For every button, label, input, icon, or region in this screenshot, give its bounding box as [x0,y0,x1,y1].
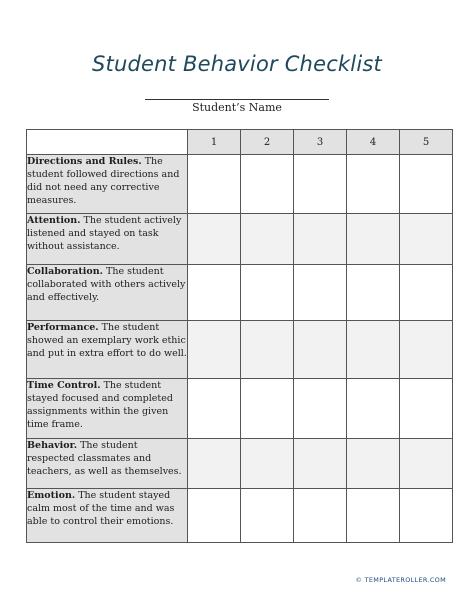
criterion-cell [27,155,188,214]
criterion-name: Emotion. [27,490,76,501]
rating-cell[interactable] [294,379,347,439]
criterion-description: The student respected classmates and teachers, as well as themselves. [27,440,182,477]
rating-cell[interactable] [241,489,294,543]
rating-cell[interactable] [241,265,294,321]
criterion-cell [27,265,188,321]
rating-cell[interactable] [294,321,347,379]
rating-cell[interactable] [241,214,294,265]
criterion-description: The student stayed calm most of the time and was able to control their emotions. [27,490,175,527]
criterion-cell [27,321,188,379]
student-name-line[interactable] [145,99,329,100]
student-name-label: Student’s Name [192,101,282,114]
column-header-2: 2 [241,130,294,155]
criterion-cell [27,379,188,439]
rating-cell[interactable] [188,214,241,265]
criterion-description: The student collaborated with others actively and effectively. [27,266,186,303]
criterion-row [27,265,453,321]
rating-cell[interactable] [400,155,453,214]
criterion-row [27,155,453,214]
rating-cell[interactable] [188,439,241,489]
criterion-description: The student stayed focused and completed assignments within the given time frame. [27,380,173,430]
criterion-row [27,439,453,489]
rating-cell[interactable] [188,489,241,543]
rating-cell[interactable] [294,439,347,489]
criterion-cell [27,489,188,543]
rating-cell[interactable] [347,155,400,214]
rating-cell[interactable] [241,155,294,214]
criterion-row [27,214,453,265]
column-header-3: 3 [294,130,347,155]
criterion-description: The student followed directions and did not need any corrective measures. [27,156,180,206]
rating-cell[interactable] [347,321,400,379]
behavior-checklist-table [26,129,453,543]
criterion-name: Time Control. [27,380,101,391]
criterion-row [27,379,453,439]
rating-cell[interactable] [241,379,294,439]
header-row [27,130,453,155]
column-header-5: 5 [400,130,453,155]
criterion-name: Attention. [27,215,81,226]
rating-cell[interactable] [347,489,400,543]
rating-cell[interactable] [347,265,400,321]
criterion-description: The student showed an exemplary work ethic and put in extra effort to do well. [27,322,187,359]
rating-cell[interactable] [241,321,294,379]
criterion-name: Collaboration. [27,266,103,277]
criterion-name: Behavior. [27,440,78,451]
rating-cell[interactable] [294,155,347,214]
criterion-row [27,489,453,543]
column-header-1: 1 [188,130,241,155]
rating-cell[interactable] [294,489,347,543]
rating-cell[interactable] [188,379,241,439]
criterion-name: Performance. [27,322,99,333]
corner-cell [27,130,188,155]
rating-cell[interactable] [347,214,400,265]
criterion-cell [27,214,188,265]
rating-cell[interactable] [400,214,453,265]
criterion-name: Directions and Rules. [27,156,142,167]
rating-cell[interactable] [294,214,347,265]
rating-cell[interactable] [347,379,400,439]
rating-cell[interactable] [188,155,241,214]
rating-cell[interactable] [400,439,453,489]
criterion-cell [27,439,188,489]
rating-cell[interactable] [400,265,453,321]
rating-cell[interactable] [188,265,241,321]
rating-cell[interactable] [241,439,294,489]
footer-link[interactable]: © TEMPLATEROLLER.COM [355,576,446,584]
rating-cell[interactable] [400,379,453,439]
criterion-row [27,321,453,379]
rating-cell[interactable] [347,439,400,489]
rating-cell[interactable] [294,265,347,321]
rating-cell[interactable] [400,489,453,543]
rating-cell[interactable] [188,321,241,379]
column-header-4: 4 [347,130,400,155]
rating-cell[interactable] [400,321,453,379]
criterion-description: The student actively listened and stayed on task without assistance. [27,215,182,252]
document-title: Student Behavior Checklist [92,52,382,76]
